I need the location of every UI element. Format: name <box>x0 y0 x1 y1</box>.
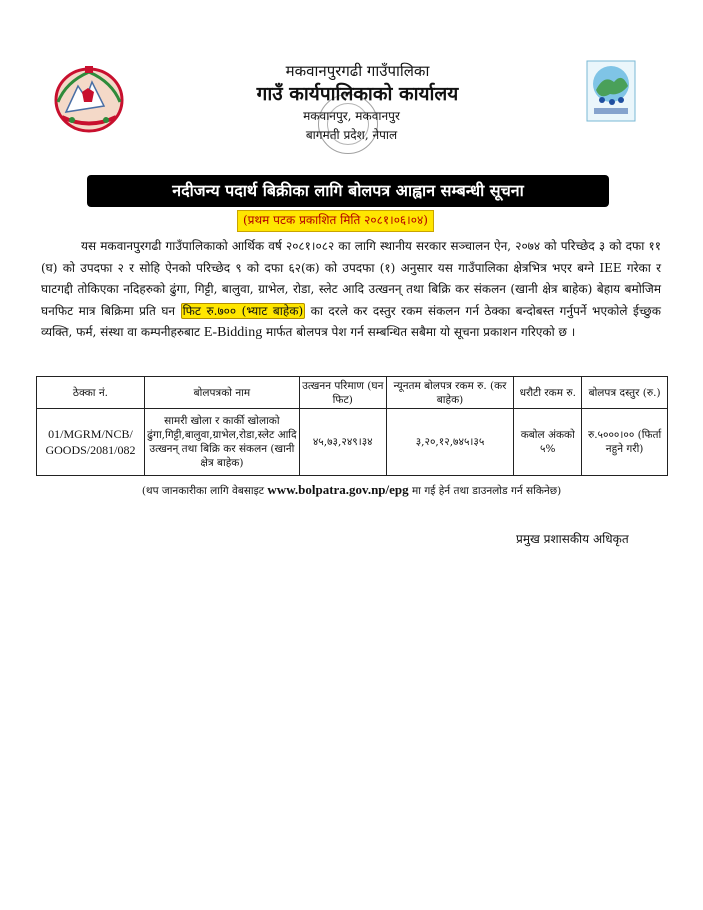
cell-quantity: ४५,७३,२४९।३४ <box>299 409 386 476</box>
header-contract-no: ठेक्का नं. <box>37 377 145 409</box>
header-quantity: उत्खनन परिमाण (घन फिट) <box>299 377 386 409</box>
rural-municipality-name: मकवानपुरगढी गाउँपालिका <box>285 62 430 80</box>
office-name: गाउँ कार्यपालिकाको कार्यालय <box>256 83 459 105</box>
notice-body-part1: यस मकवानपुरगढी गाउँपालिकाको आर्थिक वर्ष २०८१।०८२ का लागि स्थानीय सरकार सञ्चालन ऐन, २०७४ को परिच्छेद ३ को दफा ११ (घ) को उपदफा २ र सोहि ऐनको परिच्छेद ९ को दफा ६२(क) को उपदफा (१) अनुसार यस गाउँपालिका क्षेत्रभित्र भएर बग्ने IEE गरेका र घाटगद्दी तोकिएका नदिहरुको ढुंगा, गिट्टी, बालुवा, ग्राभेल, रोडा, स्लेट आदि उत्खनन् तथा बिक्रि कर संकलन (खानी क्षेत्र बाहेक) बेहाय बमोजिम घनफिट मात्र बिक्रिमा प्रति घन <box>41 239 661 318</box>
ebidding-text: E-Bidding <box>203 325 263 341</box>
more-info-prefix: (थप जानकारीका लागि वेबसाइट <box>141 485 268 497</box>
cell-min-bid: ३,२०,१२,७४५।३५ <box>386 409 514 476</box>
cell-deposit: कबोल अंकको ५% <box>514 409 582 476</box>
province-name: बागमती प्रदेश, नेपाल <box>305 128 398 142</box>
table-row <box>37 409 668 476</box>
header-bid-name: बोलपत्रको नाम <box>144 377 299 409</box>
cell-bid-name: सामरी खोला र कार्की खोलाको ढुंगा,गिट्टी,बालुवा,ग्राभेल,रोडा,स्लेट आदि उत्खनन् तथा बिक्रि कर संकलन (खानी क्षेत्र बाहेक) <box>144 409 299 476</box>
more-info-note <box>0 482 703 498</box>
cell-contract-no: 01/MGRM/NCB/ GOODS/2081/082 <box>37 409 145 476</box>
signatory-title: प्रमुख प्रशासकीय अधिकृत <box>516 532 629 546</box>
more-info-suffix: मा गई हेर्न तथा डाउनलोड गर्न सकिनेछ) <box>408 485 562 497</box>
tender-table <box>36 376 668 476</box>
notice-title: नदीजन्य पदार्थ बिक्रीका लागि बोलपत्र आह्वान सम्बन्धी सूचना <box>87 175 609 207</box>
notice-body <box>41 236 661 344</box>
office-address: मकवानपुर, मकवानपुर <box>303 109 400 123</box>
cell-fee: रु.५०००।०० (फिर्ता नहुने गरी) <box>582 409 668 476</box>
header-fee: बोलपत्र दस्तुर (रु.) <box>582 377 668 409</box>
rate-highlight: फिट रु.७०० (भ्याट बाहेक) <box>182 303 304 318</box>
notice-body-part2: का दरले कर दस्तुर रकम संकलन गर्न ठेक्का बन्दोबस्त गर्नुपर्ने भएकोले ईच्छुक व्यक्ति, फर्म, संस्था वा कम्पनीहरुबाट <box>41 303 661 340</box>
website-link[interactable]: www.bolpatra.gov.np/epg <box>267 482 409 497</box>
table-header-row <box>37 377 668 409</box>
header-deposit: धरौटी रकम रु. <box>514 377 582 409</box>
header-min-bid: न्यूनतम बोलपत्र रकम रु. (कर बाहेक) <box>386 377 514 409</box>
notice-body-part3: मार्फत बोलपत्र पेश गर्न सम्बन्धित सबैमा यो सूचना प्रकाशन गरिएको छ । <box>262 325 576 340</box>
letterhead <box>0 62 703 145</box>
publication-date-badge: (प्रथम पटक प्रकाशित मिति २०८१।०६।०४) <box>237 210 434 232</box>
